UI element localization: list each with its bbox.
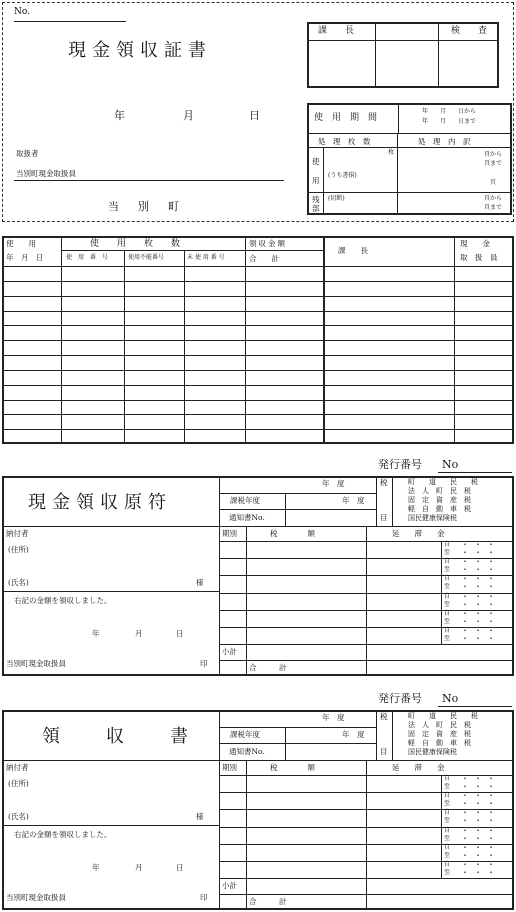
approval-col1 bbox=[375, 22, 376, 88]
to-label: 至 bbox=[444, 635, 451, 642]
total-label: 合 計 bbox=[249, 663, 287, 672]
ledger-row-line bbox=[2, 325, 514, 326]
subtotal-label: 小計 bbox=[222, 647, 237, 656]
orig-year-row2 bbox=[219, 509, 376, 510]
orig-tax-col2 bbox=[392, 476, 393, 526]
ledger-col-use-no: 使 用 番 号 bbox=[66, 254, 109, 261]
copy-tax-col bbox=[376, 710, 377, 760]
orig-title: 現金領収原符 bbox=[28, 492, 172, 513]
grid-col-line bbox=[366, 526, 367, 676]
ledger-row-line bbox=[2, 370, 514, 371]
orig-tax-year: 課税年度 bbox=[230, 496, 260, 505]
orig-date-day: 日 bbox=[176, 629, 184, 638]
orig-tax-type: 固 定 資 産 税 bbox=[408, 496, 471, 504]
from-date-dots: ・・・ bbox=[461, 592, 500, 601]
ledger-row-line bbox=[2, 355, 514, 356]
ledger-col-unusable: 使用不能番号 bbox=[128, 254, 165, 261]
date-month: 月 bbox=[183, 109, 194, 122]
ledger-row-line bbox=[2, 429, 514, 430]
date-day: 日 bbox=[249, 109, 260, 122]
no-label: No. bbox=[14, 7, 30, 17]
issue-no-label: 発行番号 bbox=[378, 692, 422, 705]
delinquency-header: 延 滞 金 bbox=[392, 763, 445, 772]
to-date-dots: ・・・ bbox=[461, 548, 500, 557]
from-date-dots: ・・・ bbox=[461, 860, 500, 869]
copy-tax-year-unit: 年 度 bbox=[342, 730, 365, 739]
grid-col-line bbox=[366, 760, 367, 910]
to-label: 至 bbox=[444, 869, 451, 876]
to-label: 至 bbox=[444, 566, 451, 573]
to-label: 至 bbox=[444, 817, 451, 824]
to-date-dots: ・・・ bbox=[461, 617, 500, 626]
usage-sheet-unit: 枚 bbox=[388, 149, 395, 156]
from-date-dots: ・・・ bbox=[461, 808, 500, 817]
from-date-dots: ・・・ bbox=[461, 609, 500, 618]
from-date-dots: ・・・ bbox=[461, 791, 500, 800]
to-date-dots: ・・・ bbox=[461, 582, 500, 591]
copy-sama: 様 bbox=[196, 812, 204, 821]
copy-tax-type: 固 定 資 産 税 bbox=[408, 730, 471, 738]
from-label: 自 bbox=[444, 844, 451, 851]
to-date-dots: ・・・ bbox=[461, 565, 500, 574]
copy-tax-type: 法 人 町 民 税 bbox=[408, 721, 471, 729]
usage-page-from: 頁から bbox=[484, 151, 503, 158]
grid-row-line bbox=[219, 878, 514, 879]
to-label: 至 bbox=[444, 835, 451, 842]
usage-cut-note: (切断) bbox=[328, 195, 345, 202]
to-label: 至 bbox=[444, 618, 451, 625]
usage-row1 bbox=[307, 133, 512, 134]
orig-tax-col-char2: 目 bbox=[380, 513, 388, 522]
ledger-sub-head bbox=[61, 250, 323, 251]
from-date-dots: ・・・ bbox=[461, 574, 500, 583]
usage-to: 年 月 日まで bbox=[422, 118, 477, 125]
from-label: 自 bbox=[444, 627, 451, 634]
ledger-col-cash: 現 金 bbox=[460, 239, 490, 248]
orig-divider bbox=[219, 476, 220, 676]
usage-loss-note: (うち書損) bbox=[328, 172, 357, 179]
from-date-dots: ・・・ bbox=[461, 540, 500, 549]
tax-amount-header: 税 額 bbox=[270, 529, 315, 538]
usage-from: 年 月 日から bbox=[422, 108, 477, 115]
orig-tax-year-unit: 年 度 bbox=[342, 496, 365, 505]
orig-address: (住所) bbox=[8, 545, 29, 554]
orig-date-year: 年 bbox=[92, 629, 100, 638]
from-date-dots: ・・・ bbox=[461, 626, 500, 635]
to-label: 至 bbox=[444, 549, 451, 556]
orig-notice-no: 通知書No. bbox=[229, 513, 265, 522]
to-label: 至 bbox=[444, 783, 451, 790]
issue-no-prefix: No bbox=[442, 458, 459, 471]
copy-year-row1 bbox=[219, 727, 376, 728]
usage-side-col bbox=[323, 147, 324, 215]
copy-title-bottom bbox=[2, 760, 514, 761]
to-date-dots: ・・・ bbox=[461, 799, 500, 808]
ledger-row-line bbox=[2, 340, 514, 341]
usage-page: 頁 bbox=[490, 179, 497, 186]
handler-underline bbox=[14, 180, 284, 181]
usage-remain-char1: 残 bbox=[312, 195, 320, 204]
orig-sama: 様 bbox=[196, 578, 204, 587]
usage-remain-char2: 部 bbox=[312, 204, 320, 213]
ledger-col-amount-sub: 合 計 bbox=[249, 254, 279, 263]
to-date-dots: ・・・ bbox=[461, 816, 500, 825]
orig-name-line bbox=[2, 591, 219, 592]
from-label: 自 bbox=[444, 792, 451, 799]
copy-seal: 印 bbox=[200, 893, 208, 902]
orig-payer: 納付者 bbox=[6, 529, 29, 538]
copy-date-day: 日 bbox=[176, 863, 184, 872]
issue-no-underline bbox=[438, 706, 512, 707]
usage-row2 bbox=[307, 147, 512, 148]
from-label: 自 bbox=[444, 575, 451, 582]
to-label: 至 bbox=[444, 852, 451, 859]
ledger-col-date: 年 月 日 bbox=[6, 253, 44, 262]
from-label: 自 bbox=[444, 558, 451, 565]
from-label: 自 bbox=[444, 593, 451, 600]
from-label: 自 bbox=[444, 861, 451, 868]
to-date-dots: ・・・ bbox=[461, 834, 500, 843]
orig-tax-type: 法 人 町 民 税 bbox=[408, 487, 471, 495]
copy-year-label: 年 度 bbox=[322, 713, 345, 722]
ledger-row-line bbox=[2, 385, 514, 386]
usage-use-char1: 使 bbox=[312, 157, 320, 166]
copy-title: 領 収 書 bbox=[42, 726, 202, 747]
from-label: 自 bbox=[444, 827, 451, 834]
usage-page-from2: 頁から bbox=[484, 195, 503, 202]
usage-use-char2: 用 bbox=[312, 176, 320, 185]
tax-amount-header: 税 額 bbox=[270, 763, 315, 772]
orig-date-month: 月 bbox=[135, 629, 143, 638]
ledger-row-line bbox=[2, 400, 514, 401]
orig-name: (氏名) bbox=[8, 578, 29, 587]
handler-name: 当別町現金取扱員 bbox=[16, 169, 76, 178]
copy-year-row2 bbox=[219, 743, 376, 744]
copy-date-year: 年 bbox=[92, 863, 100, 872]
from-date-dots: ・・・ bbox=[461, 774, 500, 783]
orig-year-label: 年 度 bbox=[322, 479, 345, 488]
orig-tax-type: 町 道 民 税 bbox=[408, 478, 478, 486]
issue-no-prefix: No bbox=[442, 692, 459, 705]
orig-tax-type: 国民健康保険税 bbox=[408, 514, 457, 522]
total-label: 合 計 bbox=[249, 897, 287, 906]
to-date-dots: ・・・ bbox=[461, 782, 500, 791]
handler-label: 取扱者 bbox=[16, 149, 39, 158]
from-date-dots: ・・・ bbox=[461, 843, 500, 852]
copy-received-text: 右記の金額を領収しました。 bbox=[14, 830, 112, 839]
usage-page-to: 頁まで bbox=[484, 160, 503, 167]
ledger-col-handler: 取 扱 員 bbox=[460, 253, 498, 262]
subtotal-line bbox=[219, 894, 514, 895]
copy-notice-no: 通知書No. bbox=[229, 747, 265, 756]
copy-tax-type: 町 道 民 税 bbox=[408, 712, 478, 720]
to-label: 至 bbox=[444, 583, 451, 590]
from-label: 自 bbox=[444, 775, 451, 782]
top-title: 現金領収証書 bbox=[68, 40, 212, 61]
town-name: 当 別 町 bbox=[108, 200, 183, 213]
grid-col-line bbox=[246, 760, 247, 910]
copy-handler: 当別町現金取扱員 bbox=[6, 893, 66, 902]
grid-col-line bbox=[246, 526, 247, 676]
ledger-col-use: 使 用 bbox=[6, 239, 36, 248]
from-label: 自 bbox=[444, 541, 451, 548]
to-date-dots: ・・・ bbox=[461, 634, 500, 643]
delinquency-header: 延 滞 金 bbox=[392, 529, 445, 538]
usage-detail-label: 処 理 内 訳 bbox=[418, 137, 471, 146]
approval-col2 bbox=[438, 22, 439, 88]
usage-page-to2: 頁まで bbox=[484, 204, 503, 211]
approval-divider bbox=[307, 40, 499, 41]
orig-seal: 印 bbox=[200, 659, 208, 668]
copy-name: (氏名) bbox=[8, 812, 29, 821]
copy-payer: 納付者 bbox=[6, 763, 29, 772]
usage-row3b bbox=[307, 192, 323, 193]
orig-tax-col-char: 税 bbox=[380, 478, 388, 487]
orig-tax-type: 軽 自 動 車 税 bbox=[408, 505, 471, 513]
from-date-dots: ・・・ bbox=[461, 557, 500, 566]
to-date-dots: ・・・ bbox=[461, 851, 500, 860]
usage-col bbox=[398, 103, 399, 133]
issue-no-underline bbox=[438, 472, 512, 473]
ledger-col-unused: 未 使 用 番 号 bbox=[187, 254, 225, 261]
to-label: 至 bbox=[444, 601, 451, 608]
to-date-dots: ・・・ bbox=[461, 868, 500, 877]
ledger-col-amount: 領収金額 bbox=[249, 239, 287, 248]
ledger-row-line bbox=[2, 414, 514, 415]
period-header: 期別 bbox=[222, 529, 237, 538]
copy-divider bbox=[219, 710, 220, 910]
usage-row3 bbox=[323, 192, 512, 193]
orig-received-text: 右記の金額を領収しました。 bbox=[14, 596, 112, 605]
kensa-label: 検 査 bbox=[451, 26, 488, 36]
issue-no-label: 発行番号 bbox=[378, 458, 422, 471]
subtotal-label: 小計 bbox=[222, 881, 237, 890]
to-label: 至 bbox=[444, 800, 451, 807]
ledger-row-line bbox=[2, 311, 514, 312]
ledger-row-line bbox=[2, 296, 514, 297]
orig-tax-col bbox=[376, 476, 377, 526]
orig-handler: 当別町現金取扱員 bbox=[6, 659, 66, 668]
period-header: 期別 bbox=[222, 763, 237, 772]
from-label: 自 bbox=[444, 809, 451, 816]
from-date-dots: ・・・ bbox=[461, 826, 500, 835]
copy-tax-type: 国民健康保険税 bbox=[408, 748, 457, 756]
copy-date-month: 月 bbox=[135, 863, 143, 872]
copy-name-line bbox=[2, 825, 219, 826]
usage-count-label: 処 理 枚 数 bbox=[318, 137, 371, 146]
copy-tax-col2 bbox=[392, 710, 393, 760]
no-underline bbox=[14, 21, 126, 22]
from-label: 自 bbox=[444, 610, 451, 617]
copy-address: (住所) bbox=[8, 779, 29, 788]
copy-tax-year: 課税年度 bbox=[230, 730, 260, 739]
orig-year-row1 bbox=[219, 493, 376, 494]
ledger-col-kacho: 課 長 bbox=[338, 246, 368, 255]
kacho-label: 課 長 bbox=[318, 26, 355, 36]
orig-title-bottom bbox=[2, 526, 514, 527]
copy-tax-col-char2: 目 bbox=[380, 747, 388, 756]
copy-tax-col-char: 税 bbox=[380, 712, 388, 721]
grid-row-line bbox=[219, 644, 514, 645]
ledger-head-bottom bbox=[2, 266, 514, 267]
ledger-row-line bbox=[2, 281, 514, 282]
ledger-col-count: 使 用 枚 数 bbox=[90, 239, 181, 249]
usage-col-mid bbox=[397, 133, 398, 215]
subtotal-line bbox=[219, 660, 514, 661]
to-date-dots: ・・・ bbox=[461, 600, 500, 609]
copy-tax-type: 軽 自 動 車 税 bbox=[408, 739, 471, 747]
usage-period-label: 使 用 期 間 bbox=[314, 113, 378, 123]
date-year: 年 bbox=[114, 109, 125, 122]
